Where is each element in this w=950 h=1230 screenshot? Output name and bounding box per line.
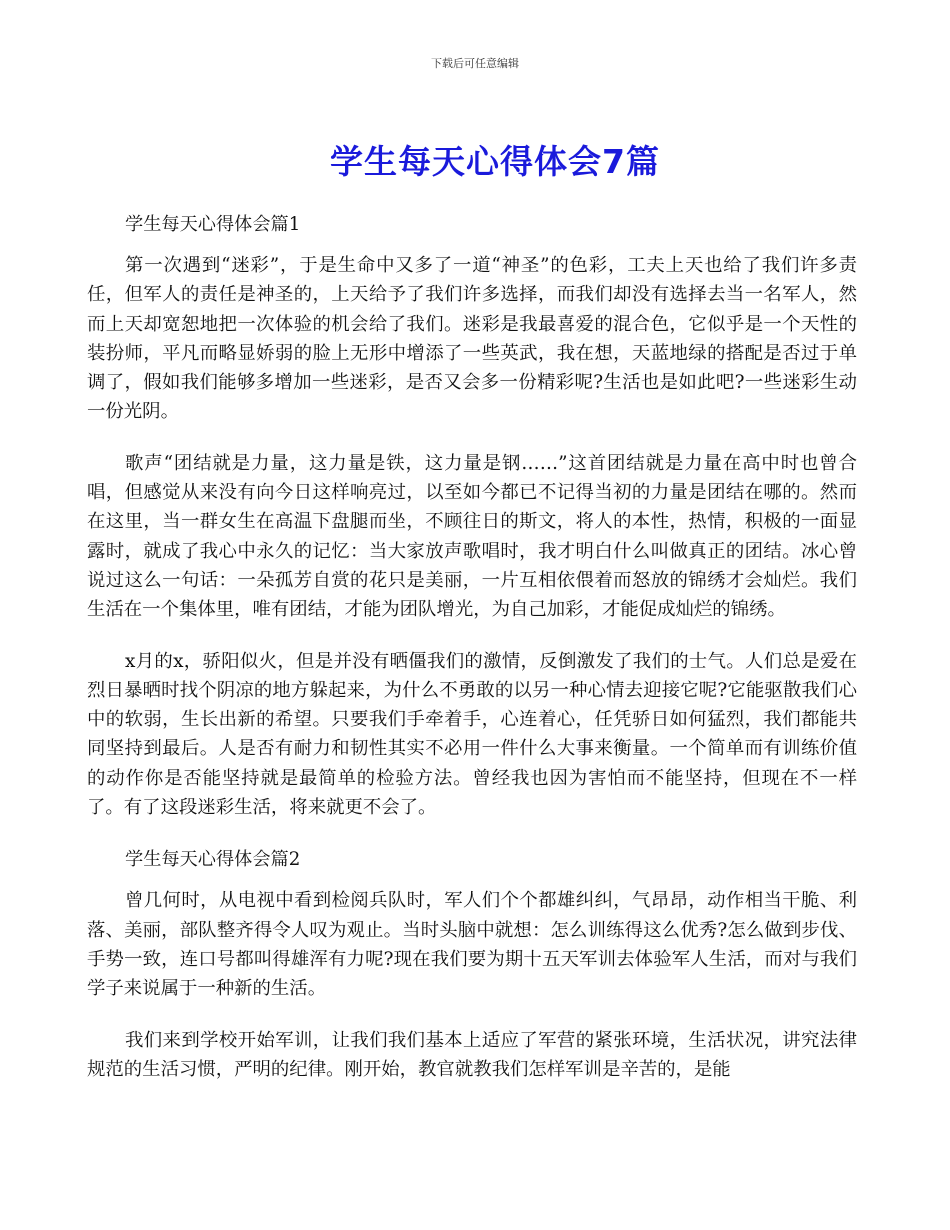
header-note: 下载后可任意编辑: [431, 57, 519, 70]
document-title: 学生每天心得体会7篇: [330, 142, 660, 181]
section-heading: 学生每天心得体会篇1: [125, 214, 301, 235]
document-body: [87, 209, 857, 1106]
paragraph: 我们来到学校开始军训，让我们我们基本上适应了军营的紧张环境，生活状况，讲究法律规范的生活习惯，严明的纪律。刚开始，教官就教我们怎样军训是辛苦的，是能: [87, 1029, 857, 1080]
section-heading: 学生每天心得体会篇2: [125, 849, 301, 871]
paragraph: x月的x，骄阳似火，但是并没有晒僵我们的激情，反倒激发了我们的士气。人们总是爱在烈日暴晒时找个阴凉的地方躲起来，为什么不勇敢的以另一种心情去迎接它呢?它能驱散我们心中的软弱，生长出新的希望。只要我们手牵着手，心连着心，任凭骄日如何猛烈，我们都能共同坚持到最后。人是否有耐力和韧性其实不必用一件什么大事来衡量。一个简单而有训练价值的动作你是否能坚持就是最简单的检验方法。曾经我也因为害怕而不能坚持，但现在不一样了。有了这段迷彩生活，将来就更不会了。: [87, 650, 857, 819]
paragraph: 曾几何时，从电视中看到检阅兵队时，军人们个个都雄纠纠，气昂昂，动作相当干脆、利落、美丽，部队整齐得令人叹为观止。当时头脑中就想：怎么训练得这么优秀?怎么做到步伐、手势一致，连口号都叫得雄浑有力呢?现在我们要为期十五天军训去体验军人生活，而对与我们学子来说属于一种新的生活。: [87, 890, 857, 1000]
paragraph: 歌声“团结就是力量，这力量是铁，这力量是钢……”这首团结就是力量在高中时也曾合唱，但感觉从来没有向今日这样响亮过，以至如今都已不记得当初的力量是团结在哪的。然而在这里，当一群女生在高温下盘腿而坐，不顾往日的斯文，将人的本性，热情，积极的一面显露时，就成了我心中永久的记忆：当大家放声歌唱时，我才明白什么叫做真正的团结。冰心曾说过这么一句话：一朵孤芳自赏的花只是美丽，一片互相依偎着而怒放的锦绣才会灿烂。我们生活在一个集体里，唯有团结，才能为团队增光，为自己加彩，才能促成灿烂的锦绣。: [87, 452, 857, 621]
paragraph: 第一次遇到“迷彩”，于是生命中又多了一道“神圣”的色彩，工夫上天也给了我们许多责任，但军人的责任是神圣的，上天给予了我们许多选择，而我们却没有选择去当一名军人，然而上天却宽恕地把一次体验的机会给了我们。迷彩是我最喜爱的混合色，它似乎是一个天性的装扮师，平凡而略显娇弱的脸上无形中增添了一些英武，我在想，天蓝地绿的搭配是否过于单调了，假如我们能够多增加一些迷彩，是否又会多一份精彩呢?生活也是如此吧?一些迷彩生动一份光阴。: [87, 255, 857, 423]
